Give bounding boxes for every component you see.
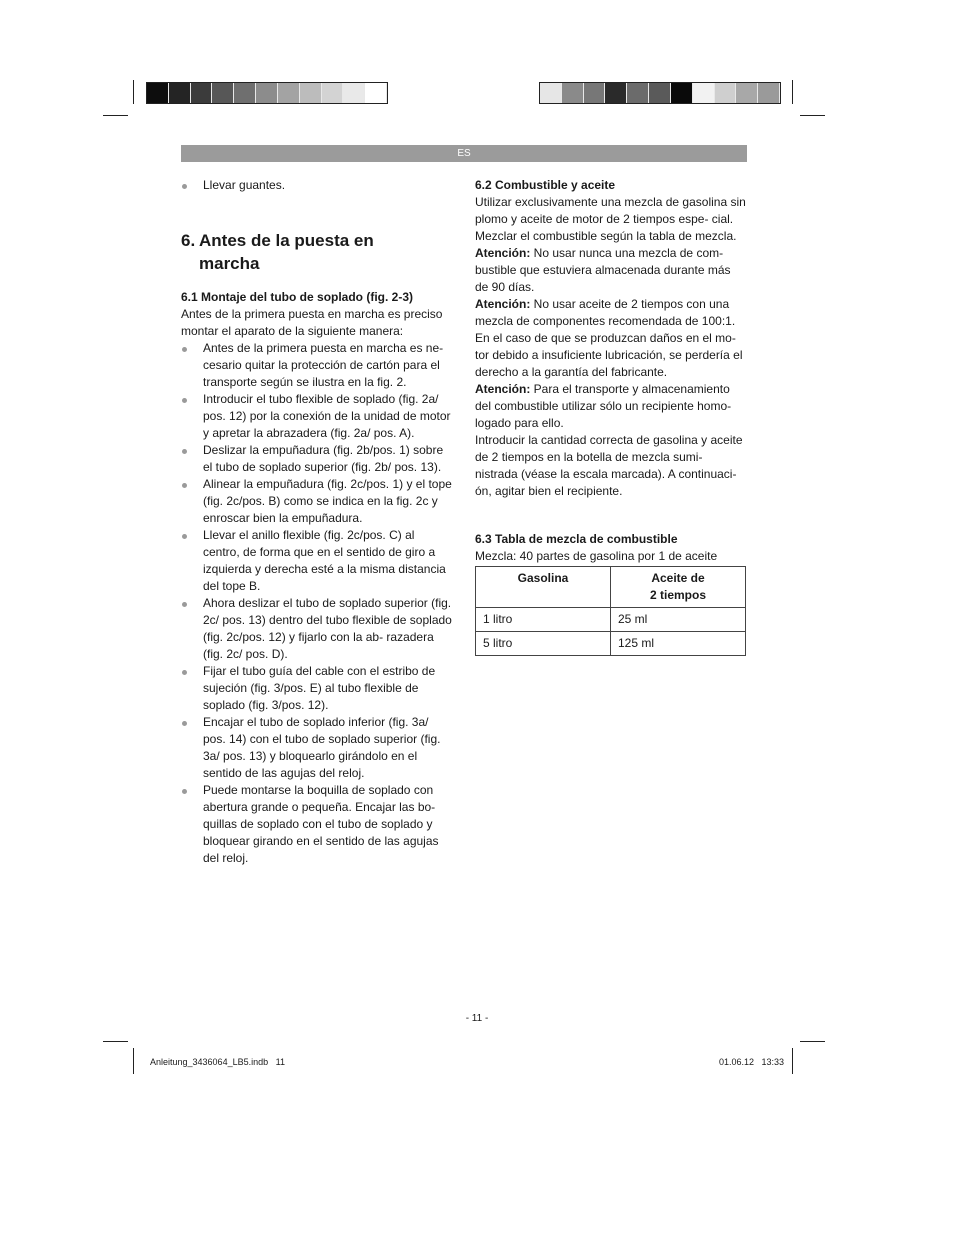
list-item: Fijar el tubo guía del cable con el estribo de sujeción (fig. 3/pos. E) al tubo flexible de soplado (fig. 3/pos. 12). [181, 663, 453, 714]
crop-mark [103, 1041, 128, 1042]
calibration-bar-left [146, 82, 388, 104]
table-header-oil [611, 567, 746, 608]
crop-mark [800, 1041, 825, 1042]
list-item: Introducir el tubo flexible de soplado (fig. 2a/ pos. 12) por la conexión de la unidad de motor y apretar la abrazadera (fig. 2a/ pos. A). [181, 391, 453, 442]
calibration-swatch [758, 83, 780, 103]
calibration-swatch [343, 83, 365, 103]
warning-paragraph [475, 381, 747, 432]
calibration-swatch [212, 83, 234, 103]
calibration-swatch [715, 83, 737, 103]
fuel-mix-table [475, 566, 746, 656]
table-cell: 125 ml [611, 632, 746, 656]
calibration-swatch [300, 83, 322, 103]
table-cell: 5 litro [476, 632, 611, 656]
crop-mark [133, 80, 134, 104]
calibration-swatch [169, 83, 191, 103]
warning-text: No usar aceite de 2 tiempos con una mezcla de componentes recomendada de 100:1. En el caso de que se produzcan daños en el mo- tor debido a insuficiente lubricación, se perdería el derecho a la garantía del fabricante. [475, 297, 743, 379]
calibration-swatch [736, 83, 758, 103]
calibration-swatch [322, 83, 344, 103]
calibration-swatch [649, 83, 671, 103]
calibration-swatch [147, 83, 169, 103]
calibration-swatch [278, 83, 300, 103]
crop-mark [800, 115, 825, 116]
table-row [476, 632, 746, 656]
crop-mark [133, 1048, 134, 1074]
warning-label: Atención: [475, 246, 531, 260]
calibration-swatch [256, 83, 278, 103]
list-item: Encajar el tubo de soplado inferior (fig. 3a/ pos. 14) con el tubo de soplado superior (fig. 3a/ pos. 13) y bloquearlo girándolo en el sentido de las agujas del reloj. [181, 714, 453, 782]
list-item: Llevar guantes. [181, 177, 453, 194]
section-title-line2: marcha [199, 254, 260, 273]
calibration-swatch [562, 83, 584, 103]
section-title-line1: Antes de la puesta en [199, 231, 374, 250]
intro-bullet-list [181, 177, 453, 194]
calibration-swatch [605, 83, 627, 103]
section-heading [181, 229, 441, 275]
date-time: 01.06.12 13:33 [718, 1057, 784, 1067]
calibration-bar-right [539, 82, 781, 104]
fuel-text: Utilizar exclusivamente una mezcla de gasolina sin plomo y aceite de motor de 2 tiempos espe- cial. Mezclar el combustible según la tabla de mezcla. [475, 195, 746, 243]
table-cell: 25 ml [611, 608, 746, 632]
list-item: Llevar el anillo flexible (fig. 2c/pos. C) al centro, de forma que en el sentido de giro a izquierda y derecha esté a la misma distancia del tope B. [181, 527, 453, 595]
list-item: Ahora deslizar el tubo de soplado superior (fig. 2c/ pos. 13) dentro del tubo flexible de soplado (fig. 2c/pos. 12) y fijarlo con la ab- razadera (fig. 2c/ pos. D). [181, 595, 453, 663]
calibration-swatch [693, 83, 715, 103]
mix-table-heading [475, 531, 747, 565]
warning-label: Atención: [475, 382, 531, 396]
warning-label: Atención: [475, 297, 531, 311]
list-item: Puede montarse la boquilla de soplado con abertura grande o pequeña. Encajar las bo- quillas de soplado con el tubo de soplado y bloquear girando en el sentido de las agujas del reloj. [181, 782, 453, 867]
intro-list [181, 177, 453, 194]
calibration-swatch [191, 83, 213, 103]
calibration-swatch [627, 83, 649, 103]
calibration-swatch [540, 83, 562, 103]
fuel-title: 6.2 Combustible y aceite [475, 178, 616, 192]
table-header-gasoline: Gasolina [476, 567, 611, 608]
fill-instructions: Introducir la cantidad correcta de gasolina y aceite de 2 tiempos en la botella de mezcla sumi- nistrada (véase la escala marcada). A continuaci- ón, agitar bien el recipiente. [475, 433, 743, 498]
list-item: Deslizar la empuñadura (fig. 2b/pos. 1) sobre el tubo de soplado superior (fig. 2b/ pos. 13). [181, 442, 453, 476]
assembly-section [181, 289, 453, 867]
warning-text: Para el transporte y almacenamiento del combustible utilizar sólo un recipiente homo- logado para ello. [475, 382, 732, 430]
warning-text: No usar nunca una mezcla de com- bustible que estuviera almacenada durante más de 90 días. [475, 246, 731, 294]
warning-paragraph [475, 296, 747, 381]
list-item: Alinear la empuñadura (fig. 2c/pos. 1) y el tope (fig. 2c/pos. B) como se indica en la fig. 2c y enroscar bien la empuñadura. [181, 476, 453, 527]
subsection-title: 6.1 Montaje del tubo de soplado (fig. 2-3) [181, 290, 414, 304]
calibration-swatch [234, 83, 256, 103]
table-cell: 1 litro [476, 608, 611, 632]
table-header-row [476, 567, 746, 608]
table-header-oil-line1: Aceite de [651, 571, 705, 585]
crop-mark [103, 115, 128, 116]
list-item: Antes de la primera puesta en marcha es ne- cesario quitar la protección de cartón para el transporte según se ilustra en la fig. 2. [181, 340, 453, 391]
calibration-swatch [365, 83, 387, 103]
assembly-steps-list [181, 340, 453, 867]
warning-paragraph [475, 245, 747, 296]
language-bar: ES [181, 145, 747, 162]
crop-mark [792, 80, 793, 104]
page-number: - 11 - [465, 1013, 489, 1024]
table-title: 6.3 Tabla de mezcla de combustible [475, 532, 678, 546]
section-number: 6. [181, 231, 196, 250]
calibration-swatch [671, 83, 693, 103]
table-caption: Mezcla: 40 partes de gasolina por 1 de aceite [475, 549, 718, 563]
fuel-section [475, 177, 747, 500]
table-row [476, 608, 746, 632]
table-header-oil-line2: 2 tiempos [649, 588, 706, 602]
file-info: Anleitung_3436064_LB5.indb 11 [150, 1057, 285, 1067]
calibration-swatch [584, 83, 606, 103]
crop-mark [792, 1048, 793, 1074]
subsection-intro: Antes de la primera puesta en marcha es preciso montar el aparato de la siguiente manera: [181, 307, 443, 338]
